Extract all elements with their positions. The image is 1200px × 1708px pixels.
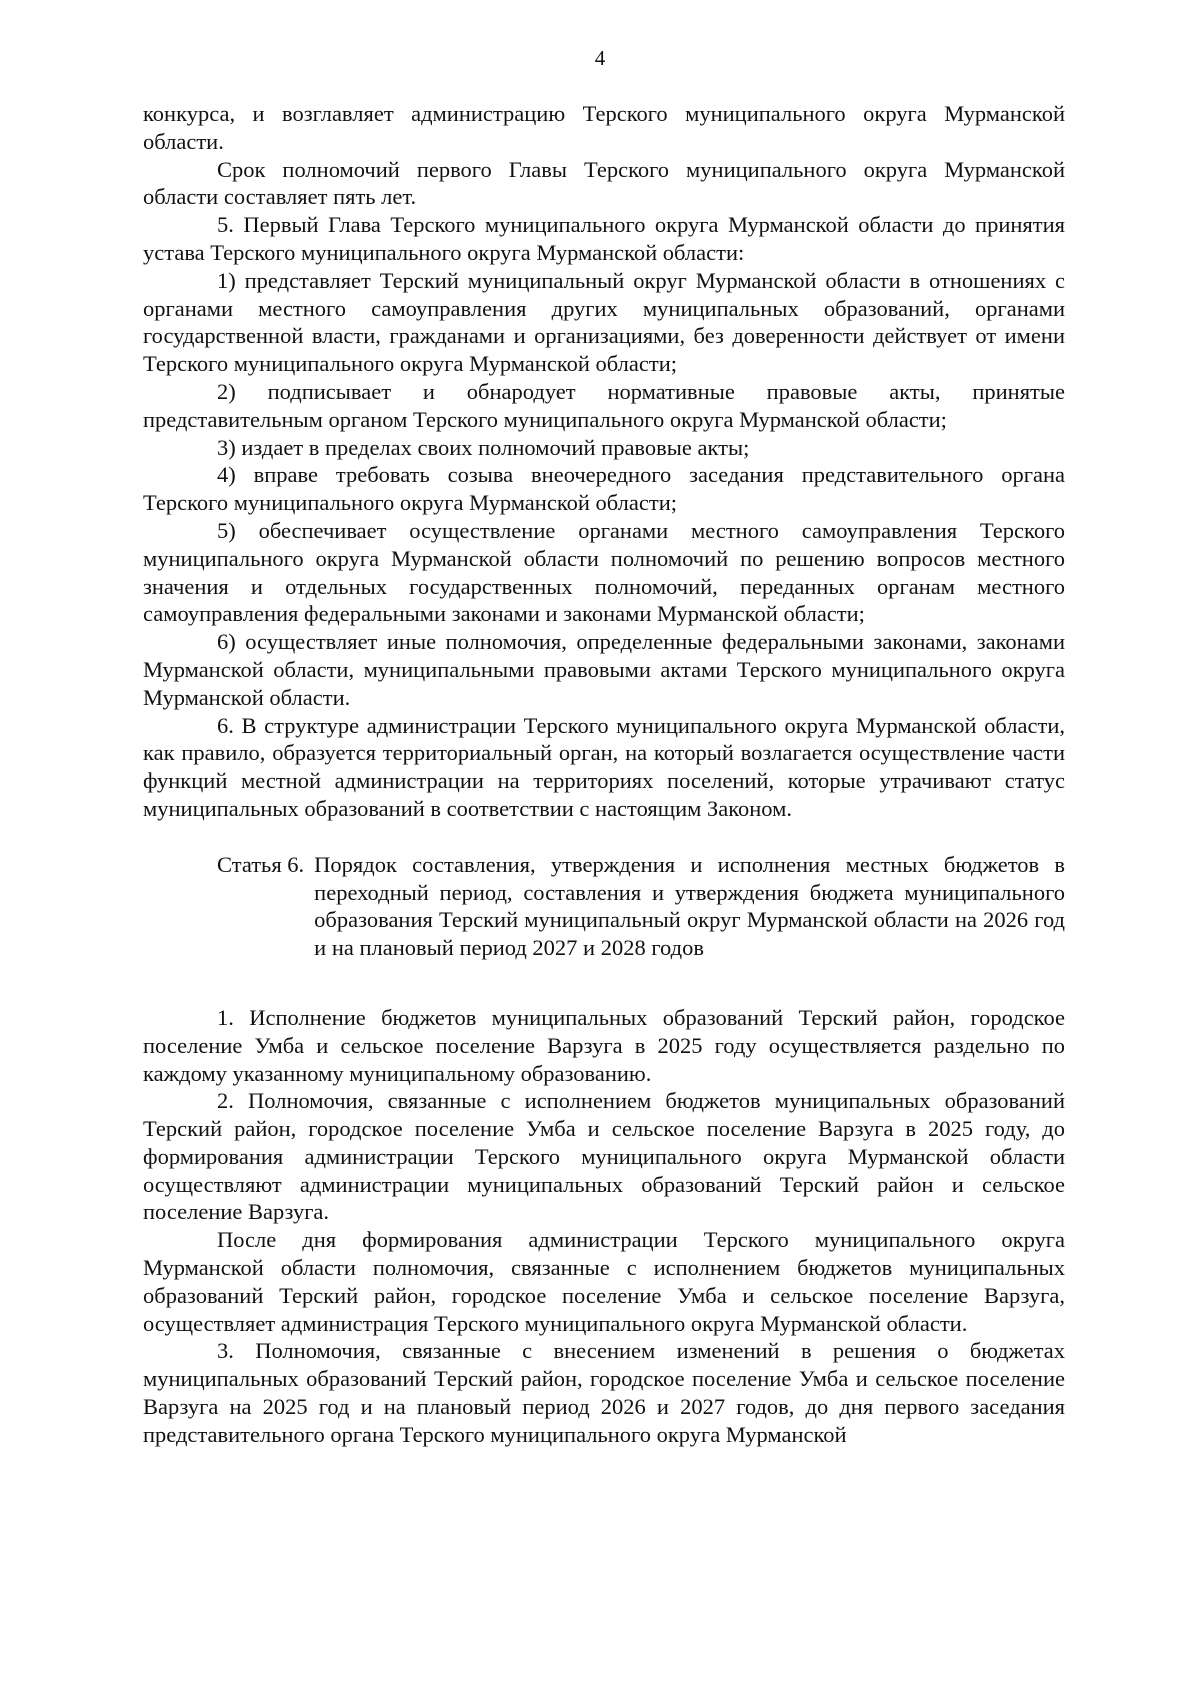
paragraphs-bottom bbox=[143, 1004, 1065, 1449]
document-body bbox=[143, 100, 1065, 1449]
paragraph: 6) осуществляет иные полномочия, определенные федеральными законами, законами Мурманской области, муниципальными правовыми актами Терского муниципального округа Мурманской области. bbox=[143, 629, 1065, 710]
paragraph: 2. Полномочия, связанные с исполнением бюджетов муниципальных образований Терский район, городское поселение Умба и сельское поселение Варзуга в 2025 году, до формирования администрации Терского муниципального округа Мурманской области осуществляют администрации муниципальных образований Терский район и сельское поселение Варзуга. bbox=[143, 1088, 1065, 1225]
paragraph: После дня формирования администрации Терского муниципального округа Мурманской области полномочия, связанные с исполнением бюджетов муниципальных образований Терский район, городское поселение Умба и сельское поселение Варзуга, осуществляет администрация Терского муниципального округа Мурманской области. bbox=[143, 1227, 1065, 1336]
paragraph: 3. Полномочия, связанные с внесением изменений в решения о бюджетах муниципальных образований Терский район, городское поселение Умба и сельское поселение Варзуга на 2025 год и на плановый период 2026 и 2027 годов, до дня первого заседания представительного органа Терского муниципального округа Мурманской bbox=[143, 1338, 1065, 1447]
paragraph: 5) обеспечивает осуществление органами местного самоуправления Терского муниципального округа Мурманской области полномочий по решению вопросов местного значения и отдельных государственных полномочий, переданных органам местного самоуправления федеральными законами и законами Мурманской области; bbox=[143, 517, 1065, 627]
paragraph: 5. Первый Глава Терского муниципального округа Мурманской области до принятия устава Терского муниципального округа Мурманской области: bbox=[143, 212, 1065, 265]
paragraph: 4) вправе требовать созыва внеочередного заседания представительного органа Терского муниципального округа Мурманской области; bbox=[143, 462, 1065, 516]
paragraph: 1) представляет Терский муниципальный округ Мурманской области в отношениях с органами местного самоуправления других муниципальных образований, органами государственной власти, гражданами и организациями, без доверенности действует от имени Терского муниципального округа Мурманской области; bbox=[143, 267, 1065, 377]
paragraph: 3) издает в пределах своих полномочий правовые акты; bbox=[217, 434, 750, 460]
paragraph: 2) подписывает и обнародует нормативные правовые акты, принятые представительным органом Терского муниципального округа Мурманской области; bbox=[143, 378, 1065, 432]
page-number: 4 bbox=[594, 46, 606, 70]
paragraph: 1. Исполнение бюджетов муниципальных образований Терский район, городское поселение Умба и сельское поселение Варзуга в 2025 году осуществляется раздельно по каждому указанному муниципальному образованию. bbox=[143, 1004, 1065, 1086]
paragraphs-top bbox=[143, 100, 1065, 823]
article-label: Статья 6. bbox=[217, 851, 305, 877]
article-heading bbox=[143, 851, 1065, 962]
paragraph: Срок полномочий первого Главы Терского муниципального округа Мурманской области составляет пять лет. bbox=[143, 156, 1065, 210]
paragraph: конкурса, и возглавляет администрацию Терского муниципального округа Мурманской области. bbox=[143, 101, 1065, 154]
paragraph: 6. В структуре администрации Терского муниципального округа Мурманской области, как правило, образуется территориальный орган, на который возлагается осуществление части функций местной администрации на территориях поселений, которые утрачивают статус муниципальных образований в соответствии с настоящим Законом. bbox=[143, 712, 1065, 821]
article-title: Порядок составления, утверждения и исполнения местных бюджетов в переходный период, составления и утверждения бюджета муниципального образования Терский муниципальный округ Мурманской области на 2026 год и на плановый период 2027 и 2028 годов bbox=[314, 851, 1065, 961]
